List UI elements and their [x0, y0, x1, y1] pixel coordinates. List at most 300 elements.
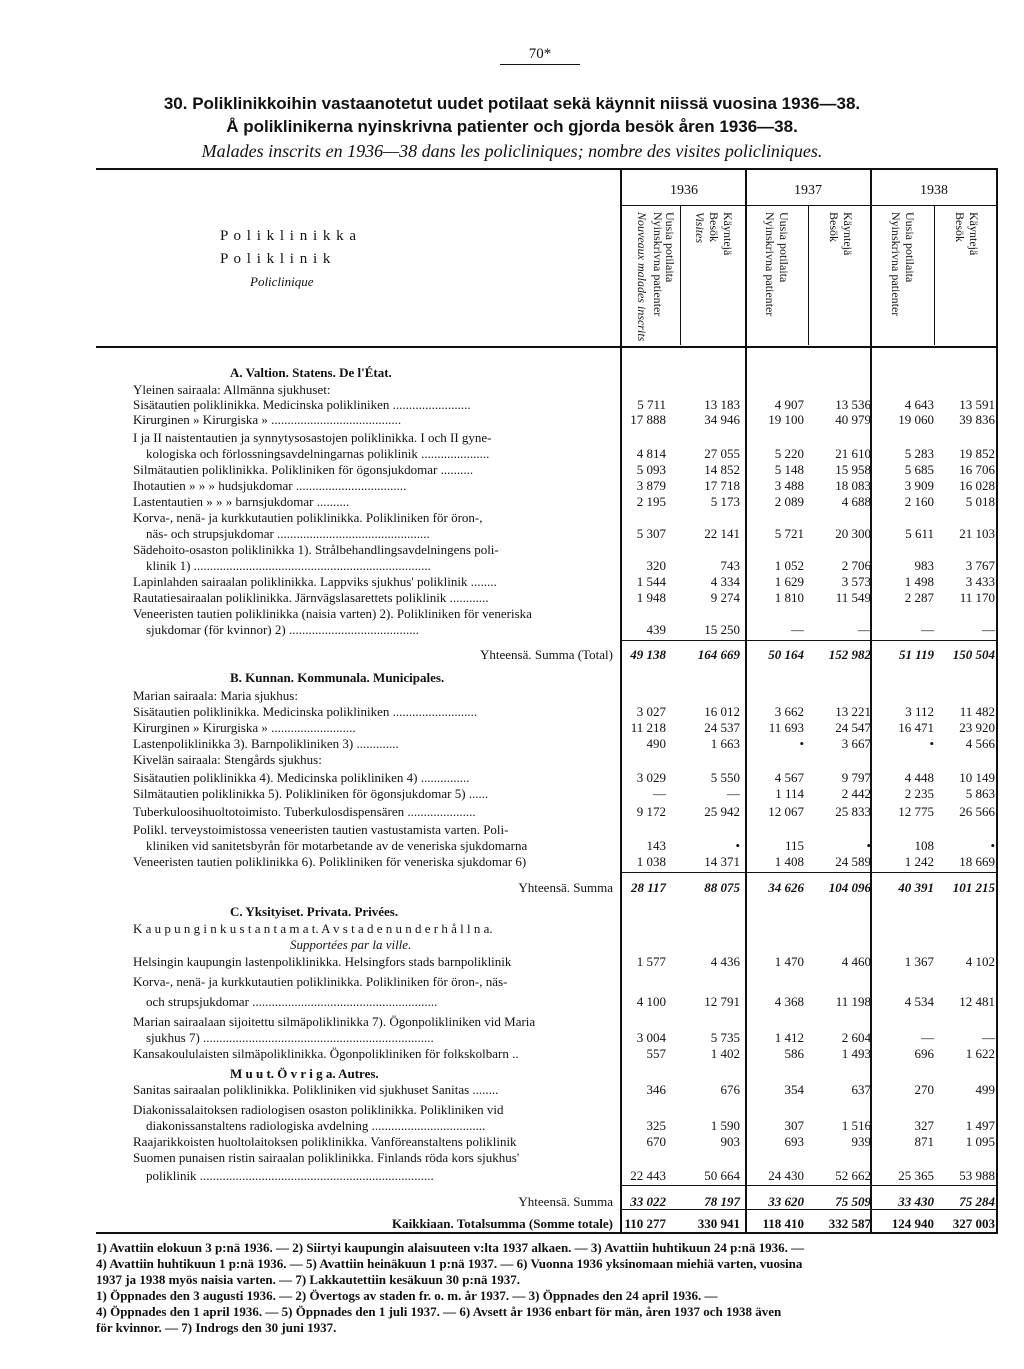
cell-value: 23 920	[959, 720, 995, 735]
cell-value: 33 620	[768, 1194, 804, 1209]
cell-value: 490	[646, 736, 666, 751]
col-new-1936-sv: Nyinskrivna patienter	[651, 212, 665, 317]
cell-value: 51 119	[898, 647, 934, 662]
table-row	[0, 1030, 1024, 1046]
cell-value: 24 547	[835, 720, 871, 735]
cell-value: 3 488	[774, 478, 804, 493]
cell-value: 16 012	[704, 704, 740, 719]
cell-value: 2 287	[904, 590, 934, 605]
cell-value: 13 536	[835, 397, 871, 412]
footnote-line: 4) Öppnades den 1 april 1936. — 5) Öppnades den 1 juli 1937. — 6) Avsett år 1936 enbart för män, åren 1937 och 1938 även	[96, 1304, 782, 1319]
cell-value: 439	[646, 622, 666, 637]
cell-value: 4 102	[965, 954, 995, 969]
cell-value: 1 493	[841, 1046, 871, 1061]
cell-value: —	[727, 786, 740, 801]
cell-value: 1 629	[774, 574, 804, 589]
cell-value: 12 067	[768, 804, 804, 819]
cell-value: 4 460	[841, 954, 871, 969]
col-new-1937-fi: Uusia potilaita	[777, 212, 791, 283]
cell-value: 1 038	[636, 854, 666, 869]
col-new-1936-fi: Uusia potilaita	[663, 212, 677, 283]
cell-value: 4 566	[965, 736, 995, 751]
cell-value: 670	[646, 1134, 666, 1149]
cell-value: 12 481	[959, 994, 995, 1009]
cell-value: •	[866, 838, 871, 853]
table-row	[0, 494, 1024, 510]
page-number: 70*	[500, 46, 580, 65]
cell-value: 1 242	[904, 854, 934, 869]
cell-value: 2 442	[841, 786, 871, 801]
cell-value: 5 173	[710, 494, 740, 509]
row-label: Kivelän sairaala: Stengårds sjukhus:	[133, 752, 322, 767]
footnote-line: 1937 ja 1938 myös naisia varten. — 7) Lakkautettiin kesäkuun 30 p:nä 1937.	[96, 1272, 520, 1287]
cell-value: 1 402	[710, 1046, 740, 1061]
row-label: kologiska och förlossningsavdelningarnas poliklinik .....................	[146, 446, 490, 461]
table-row	[0, 606, 1024, 622]
table-top-rule	[96, 168, 998, 170]
cell-value: 11 693	[768, 720, 804, 735]
cell-value: 325	[646, 1118, 666, 1133]
table-row	[0, 904, 1024, 920]
table-row	[0, 1066, 1024, 1082]
cell-value: 4 688	[841, 494, 871, 509]
table-row	[0, 446, 1024, 462]
col-divider-thin	[808, 205, 809, 345]
sum-rule-a	[622, 640, 997, 641]
cell-value: 332 587	[828, 1216, 871, 1231]
cell-value: 10 149	[959, 770, 995, 785]
cell-value: 939	[851, 1134, 871, 1149]
table-row	[0, 838, 1024, 854]
cell-value: 19 100	[768, 412, 804, 427]
cell-value: 25 833	[835, 804, 871, 819]
table-row	[0, 526, 1024, 542]
cell-value: 1 498	[904, 574, 934, 589]
cell-value: 15 958	[835, 462, 871, 477]
cell-value: 5 711	[637, 397, 666, 412]
cell-value: 88 075	[704, 880, 740, 895]
cell-value: 164 669	[697, 647, 740, 662]
cell-value: 19 060	[898, 412, 934, 427]
row-label: C. Yksityiset. Privata. Privées.	[230, 904, 399, 919]
cell-value: 3 879	[636, 478, 666, 493]
year-1937: 1937	[794, 183, 822, 198]
cell-value: 3 667	[841, 736, 871, 751]
row-label: Yleinen sairaala: Allmänna sjukhuset:	[133, 382, 331, 397]
table-row	[0, 412, 1024, 428]
footnote-line: 4) Avattiin huhtikuun 1 p:nä 1936. — 5) Avattiin heinäkuun 1 p:nä 1937. — 6) Vuonna 1936 yksinomaan miehiä varten, vuosina	[96, 1256, 803, 1271]
cell-value: 17 718	[704, 478, 740, 493]
row-label: I ja II naistentautien ja synnytysosastojen poliklinikka. I och II gyne-	[133, 430, 492, 445]
cell-value: 5 220	[774, 446, 804, 461]
cell-value: 2 195	[636, 494, 666, 509]
cell-value: 586	[784, 1046, 804, 1061]
cell-value: 5 721	[774, 526, 804, 541]
cell-value: 39 836	[959, 412, 995, 427]
cell-value: 16 706	[959, 462, 995, 477]
table-row	[0, 736, 1024, 752]
title-finnish: 30. Poliklinikkoihin vastaanotetut uudet potilaat sekä käynnit niissä vuosina 1936—38.	[163, 94, 861, 113]
cell-value: 21 103	[959, 526, 995, 541]
col-vis-1937-fi: Käyntejä	[841, 212, 855, 256]
table-row	[0, 880, 1024, 896]
cell-value: 696	[914, 1046, 934, 1061]
col-vis-1936-fr: Visites	[693, 212, 707, 244]
cell-value: 4 643	[904, 397, 934, 412]
row-label: sjukdomar (för kvinnor) 2) ........................................	[146, 622, 419, 637]
table-row	[0, 1194, 1024, 1210]
cell-value: 1 052	[774, 558, 804, 573]
col-divider-thin	[680, 205, 681, 345]
cell-value: 118 410	[762, 1216, 804, 1231]
cell-value: 2 604	[841, 1030, 871, 1045]
table-row	[0, 590, 1024, 606]
cell-value: 903	[720, 1134, 740, 1149]
table-row	[0, 1082, 1024, 1098]
cell-value: 4 436	[710, 954, 740, 969]
cell-value: 75 284	[959, 1194, 995, 1209]
row-label: Helsingin kaupungin lastenpoliklinikka. Helsingfors stads barnpoliklinik	[133, 954, 512, 969]
cell-value: 1 516	[841, 1118, 871, 1133]
row-label: Lapinlahden sairaalan poliklinikka. Lappviks sjukhus' poliklinik ........	[133, 574, 497, 589]
stub-heading-sv: P o l i k l i n i k	[220, 251, 332, 267]
cell-value: 3 112	[905, 704, 934, 719]
cell-value: 13 221	[835, 704, 871, 719]
table-row	[0, 822, 1024, 838]
row-label: klinik 1) .........................................................................	[146, 558, 431, 573]
cell-value: 3 029	[636, 770, 666, 785]
cell-value: 33 430	[898, 1194, 934, 1209]
cell-value: 676	[720, 1082, 740, 1097]
table-row	[0, 770, 1024, 786]
cell-value: —	[858, 622, 871, 637]
row-label: Tuberkuloosihuoltotoimisto. Tuberkulosdispensären .....................	[133, 804, 476, 819]
cell-value: 26 566	[959, 804, 995, 819]
table-row	[0, 921, 1024, 937]
row-label: Supportées par la ville.	[290, 937, 412, 952]
cell-value: 13 591	[959, 397, 995, 412]
stub-heading-fr: Policlinique	[250, 274, 314, 289]
cell-value: 637	[851, 1082, 871, 1097]
cell-value: 1 577	[636, 954, 666, 969]
col-divider-thin	[934, 205, 935, 345]
cell-value: 53 988	[959, 1168, 995, 1183]
cell-value: 24 537	[704, 720, 740, 735]
cell-value: 4 534	[904, 994, 934, 1009]
cell-value: 499	[975, 1082, 995, 1097]
cell-value: 25 365	[898, 1168, 934, 1183]
cell-value: 330 941	[697, 1216, 740, 1231]
cell-value: 15 250	[704, 622, 740, 637]
cell-value: 1 544	[636, 574, 666, 589]
cell-value: 1 470	[774, 954, 804, 969]
cell-value: 115	[784, 838, 804, 853]
cell-value: •	[990, 838, 995, 853]
row-label: sjukhus 7) .......................................................................	[146, 1030, 434, 1045]
cell-value: 9 172	[636, 804, 666, 819]
row-label: Yhteensä. Summa	[518, 1194, 613, 1209]
row-label: Suomen punaisen ristin sairaalan poliklinikka. Finlands röda kors sjukhus'	[133, 1150, 520, 1165]
cell-value: 143	[646, 838, 666, 853]
footnote-line: 1) Öppnades den 3 augusti 1936. — 2) Övertogs av staden fr. o. m. år 1937. — 3) Öppnades den 24 april 1936. —	[96, 1288, 718, 1303]
cell-value: 743	[720, 558, 740, 573]
cell-value: —	[921, 1030, 934, 1045]
row-label: Yhteensä. Summa (Total)	[479, 647, 613, 662]
cell-value: —	[653, 786, 666, 801]
table-row	[0, 1134, 1024, 1150]
col-new-1937-sv: Nyinskrivna patienter	[763, 212, 777, 317]
table-row	[0, 974, 1024, 990]
table-row	[0, 430, 1024, 446]
row-label: K a u p u n g i n k u s t a n t a m a t. A v s t a d e n u n d e r h å l l n a.	[133, 921, 493, 936]
col-new-1936-fr: Nouveaux malades inscrits	[635, 212, 649, 342]
row-label: Yhteensä. Summa	[518, 880, 613, 895]
cell-value: 1 367	[904, 954, 934, 969]
cell-value: 16 471	[898, 720, 934, 735]
cell-value: 1 948	[636, 590, 666, 605]
cell-value: 1 114	[775, 786, 804, 801]
row-label: Kirurginen » Kirurgiska » ........................................	[133, 412, 402, 427]
cell-value: 4 448	[904, 770, 934, 785]
cell-value: 150 504	[952, 647, 995, 662]
row-label: Kirurginen » Kirurgiska » ..........................	[133, 720, 356, 735]
cell-value: 11 170	[959, 590, 995, 605]
cell-value: 5 685	[904, 462, 934, 477]
cell-value: 5 148	[774, 462, 804, 477]
col-vis-1937-sv: Besök	[827, 212, 841, 242]
table-row	[0, 704, 1024, 720]
cell-value: 14 371	[704, 854, 740, 869]
table-row	[0, 647, 1024, 663]
table-row	[0, 1168, 1024, 1184]
cell-value: 50 164	[768, 647, 804, 662]
cell-value: 13 183	[704, 397, 740, 412]
cell-value: 5 735	[710, 1030, 740, 1045]
title-french: Malades inscrits en 1936—38 dans les policliniques; nombre des visites policliniques.	[201, 141, 823, 161]
row-label: kliniken vid sanitetsbyrån för motarbetande av de veneriska sjukdomarna	[146, 838, 528, 853]
cell-value: 11 218	[630, 720, 666, 735]
cell-value: 1 663	[710, 736, 740, 751]
cell-value: 108	[914, 838, 934, 853]
footnote-line: 1) Avattiin elokuun 3 p:nä 1936. — 2) Siirtyi kaupungin alaisuuteen v:lta 1937 alkaen. — 3) Avattiin huhtikuun 24 p:nä 1936. —	[96, 1240, 805, 1255]
cell-value: 40 979	[835, 412, 871, 427]
cell-value: 50 664	[704, 1168, 740, 1183]
col-new-1938-fi: Uusia potilaita	[903, 212, 917, 283]
cell-value: 354	[784, 1082, 804, 1097]
year-1936: 1936	[670, 183, 698, 198]
table-row	[0, 994, 1024, 1010]
cell-value: 11 549	[835, 590, 871, 605]
row-label: Lastenpoliklinikka 3). Barnpolikliniken 3) .............	[133, 736, 399, 751]
row-label: Raajarikkoisten huoltolaitoksen poliklinikka. Vanföreanstaltens poliklinik	[133, 1134, 517, 1149]
cell-value: 16 028	[959, 478, 995, 493]
table-header-rule	[96, 346, 998, 348]
cell-value: 52 662	[835, 1168, 871, 1183]
row-label: Veneeristen tautien poliklinikka (naisia varten) 2). Polikliniken för veneriska	[133, 606, 532, 621]
row-label: Sädehoito-osaston poliklinikka 1). Strålbehandlingsavdelningens poli-	[133, 542, 499, 557]
cell-value: 152 982	[828, 647, 871, 662]
row-label: Korva-, nenä- ja kurkkutautien poliklinikka. Polikliniken för öron-,	[133, 510, 483, 525]
table-row	[0, 1102, 1024, 1118]
cell-value: 2 089	[774, 494, 804, 509]
row-label: Marian sairaalaan sijoitettu silmäpoliklinikka 7). Ögonpolikliniken vid Maria	[133, 1014, 536, 1029]
cell-value: 11 482	[959, 704, 995, 719]
table-row	[0, 558, 1024, 574]
cell-value: 3 027	[636, 704, 666, 719]
table-row	[0, 937, 1024, 953]
cell-value: 19 852	[959, 446, 995, 461]
cell-value: 346	[646, 1082, 666, 1097]
table-row	[0, 752, 1024, 768]
cell-value: 5 018	[965, 494, 995, 509]
cell-value: 18 083	[835, 478, 871, 493]
row-label: B. Kunnan. Kommunala. Municipales.	[230, 670, 445, 685]
table-bottom-rule	[96, 1232, 998, 1234]
row-label: poliklinik ........................................................................	[146, 1168, 434, 1183]
cell-value: —	[982, 1030, 995, 1045]
cell-value: 307	[784, 1118, 804, 1133]
cell-value: 3 433	[965, 574, 995, 589]
cell-value: 693	[784, 1134, 804, 1149]
cell-value: 320	[646, 558, 666, 573]
sum-rule-b	[622, 872, 997, 873]
cell-value: 1 590	[710, 1118, 740, 1133]
col-vis-1936-fi: Käyntejä	[721, 212, 735, 256]
cell-value: 18 669	[959, 854, 995, 869]
cell-value: 4 814	[636, 446, 666, 461]
cell-value: 5 283	[904, 446, 934, 461]
sum-rule-c	[622, 1185, 997, 1186]
cell-value: 9 274	[710, 590, 740, 605]
cell-value: 27 055	[704, 446, 740, 461]
cell-value: 22 141	[704, 526, 740, 541]
cell-value: —	[921, 622, 934, 637]
cell-value: 33 022	[630, 1194, 666, 1209]
col-vis-1938-sv: Besök	[953, 212, 967, 242]
row-label: Lastentautien » » » barnsjukdomar ..........	[133, 494, 350, 509]
cell-value: 34 626	[768, 880, 804, 895]
cell-value: 4 567	[774, 770, 804, 785]
col-vis-1936-sv: Besök	[707, 212, 721, 242]
year-rule	[622, 205, 998, 206]
col-vis-1938-fi: Käyntejä	[967, 212, 981, 256]
row-label: Kansakoululaisten silmäpoliklinikka. Ögonpolikliniken för folkskolbarn ..	[133, 1046, 519, 1061]
cell-value: 5 550	[710, 770, 740, 785]
cell-value: •	[735, 838, 740, 853]
cell-value: 34 946	[704, 412, 740, 427]
table-row	[0, 954, 1024, 970]
cell-value: 21 610	[835, 446, 871, 461]
cell-value: 1 622	[965, 1046, 995, 1061]
cell-value: 3 909	[904, 478, 934, 493]
cell-value: •	[799, 736, 804, 751]
cell-value: 124 940	[891, 1216, 934, 1231]
cell-value: —	[791, 622, 804, 637]
cell-value: 11 198	[835, 994, 871, 1009]
row-label: diakonissanstaltens radiologiska avdelning ...................................	[146, 1118, 486, 1133]
row-label: och strupsjukdomar .........................................................	[146, 994, 438, 1009]
table-row	[0, 786, 1024, 802]
row-label: Sanitas sairaalan poliklinikka. Polikliniken vid sjukhuset Sanitas ........	[133, 1082, 499, 1097]
row-label: näs- och strupsjukdomar ...............................................	[146, 526, 430, 541]
table-row	[0, 397, 1024, 413]
cell-value: 12 775	[898, 804, 934, 819]
cell-value: 5 863	[965, 786, 995, 801]
cell-value: 557	[646, 1046, 666, 1061]
row-label: M u u t. Ö v r i g a. Autres.	[230, 1066, 379, 1081]
cell-value: 25 942	[704, 804, 740, 819]
cell-value: 12 791	[704, 994, 740, 1009]
cell-value: 4 100	[636, 994, 666, 1009]
table-row	[0, 478, 1024, 494]
cell-value: •	[929, 736, 934, 751]
cell-value: 104 096	[828, 880, 871, 895]
table-row	[0, 804, 1024, 820]
table-row	[0, 688, 1024, 704]
row-label: Polikl. terveystoimistossa veneeristen tautien vastustamista varten. Poli-	[133, 822, 509, 837]
cell-value: 22 443	[630, 1168, 666, 1183]
cell-value: 871	[914, 1134, 934, 1149]
cell-value: 40 391	[898, 880, 934, 895]
cell-value: 17 888	[630, 412, 666, 427]
cell-value: 983	[914, 558, 934, 573]
cell-value: 3 767	[965, 558, 995, 573]
table-row	[0, 1216, 1024, 1232]
table-row	[0, 542, 1024, 558]
col-new-1938-sv: Nyinskrivna patienter	[889, 212, 903, 317]
cell-value: 24 430	[768, 1168, 804, 1183]
table-row	[0, 510, 1024, 526]
year-1938: 1938	[920, 183, 948, 198]
cell-value: 327	[914, 1118, 934, 1133]
cell-value: 5 307	[636, 526, 666, 541]
table-row	[0, 382, 1024, 398]
row-label: Sisätautien poliklinikka. Medicinska polikliniken ........................	[133, 397, 471, 412]
row-label: Diakonissalaitoksen radiologisen osaston poliklinikka. Polikliniken vid	[133, 1102, 504, 1117]
cell-value: 270	[914, 1082, 934, 1097]
table-row	[0, 670, 1024, 686]
cell-value: 49 138	[630, 647, 666, 662]
table-row	[0, 622, 1024, 638]
cell-value: 24 589	[835, 854, 871, 869]
cell-value: 5 093	[636, 462, 666, 477]
row-label: A. Valtion. Statens. De l'État.	[230, 365, 392, 380]
cell-value: 3 004	[636, 1030, 666, 1045]
title-swedish: Å poliklinikerna nyinskrivna patienter och gjorda besök åren 1936—38.	[226, 117, 798, 136]
cell-value: 1 497	[965, 1118, 995, 1133]
cell-value: 1 408	[774, 854, 804, 869]
footnotes	[96, 1240, 1008, 1336]
row-label: Marian sairaala: Maria sjukhus:	[133, 688, 298, 703]
cell-value: 14 852	[704, 462, 740, 477]
cell-value: 327 003	[952, 1216, 995, 1231]
cell-value: 5 611	[905, 526, 934, 541]
table-row	[0, 365, 1024, 381]
cell-value: 101 215	[952, 880, 995, 895]
table-row	[0, 1150, 1024, 1166]
table-row	[0, 854, 1024, 870]
table-row	[0, 720, 1024, 736]
table-row	[0, 1014, 1024, 1030]
cell-value: —	[982, 622, 995, 637]
cell-value: 1 810	[774, 590, 804, 605]
cell-value: 3 662	[774, 704, 804, 719]
cell-value: 4 907	[774, 397, 804, 412]
cell-value: 110 277	[624, 1216, 666, 1231]
table-row	[0, 1046, 1024, 1062]
row-label: Korva-, nenä- ja kurkkutautien poliklinikka. Polikliniken för öron-, näs-	[133, 974, 508, 989]
row-label: Ihotautien » » » hudsjukdomar ..................................	[133, 478, 407, 493]
